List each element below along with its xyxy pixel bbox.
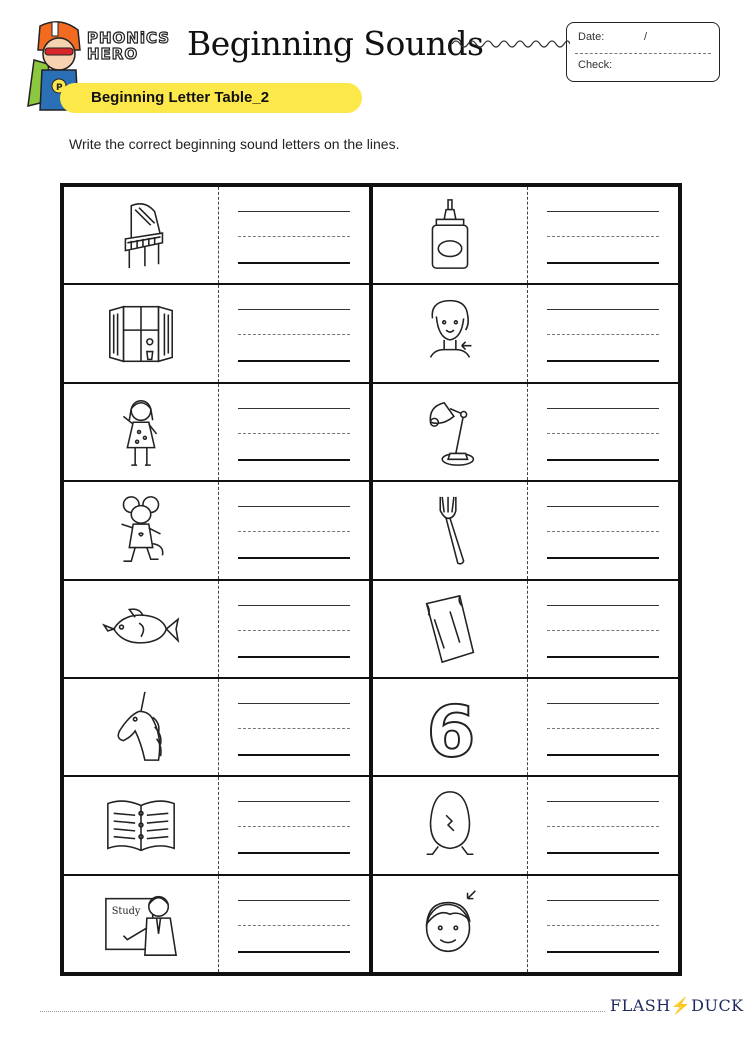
worksheet-row <box>373 482 678 580</box>
wavy-line-decoration <box>452 36 570 52</box>
worksheet-row <box>64 777 369 875</box>
check-label: Check: <box>578 59 613 71</box>
writing-lines[interactable] <box>547 900 659 952</box>
bag-icon <box>411 590 489 668</box>
writing-base-line <box>547 262 659 264</box>
logo-part-1: FLASH <box>610 996 671 1015</box>
worksheet-row <box>64 876 369 972</box>
worksheet-row <box>64 285 369 383</box>
writing-base-line <box>238 852 350 854</box>
picture-cell <box>373 777 528 873</box>
writing-lines[interactable] <box>547 506 659 558</box>
writing-lines[interactable] <box>238 900 350 952</box>
writing-lines[interactable] <box>547 211 659 263</box>
writing-top-line <box>238 703 350 704</box>
writing-base-line <box>238 459 350 461</box>
girl-icon <box>102 393 180 471</box>
writing-base-line <box>238 754 350 756</box>
glue-icon <box>411 196 489 274</box>
worksheet-row <box>373 285 678 383</box>
writing-lines[interactable] <box>238 605 350 657</box>
teacher-board-text: Study <box>111 906 141 918</box>
writing-mid-line <box>547 433 659 434</box>
writing-top-line <box>547 703 659 704</box>
picture-cell <box>373 285 528 381</box>
picture-cell <box>373 384 528 480</box>
date-divider <box>575 53 711 54</box>
brand-line-1: PHONiCS <box>87 29 171 47</box>
fish-icon <box>102 590 180 668</box>
lightning-bolt-icon: ⚡ <box>670 996 692 1015</box>
writing-top-line <box>547 211 659 212</box>
worksheet-row <box>373 777 678 875</box>
worksheet-row <box>373 581 678 679</box>
picture-cell <box>64 679 219 775</box>
date-separator: / <box>644 31 648 43</box>
writing-base-line <box>547 754 659 756</box>
writing-top-line <box>238 211 350 212</box>
fork-icon <box>411 491 489 569</box>
writing-mid-line <box>238 630 350 631</box>
writing-mid-line <box>238 925 350 926</box>
writing-lines[interactable] <box>547 408 659 460</box>
picture-cell <box>64 777 219 873</box>
writing-base-line <box>547 951 659 953</box>
mouse-icon <box>102 491 180 569</box>
brand-line-2: HERO <box>87 45 139 63</box>
writing-mid-line <box>238 531 350 532</box>
writing-mid-line <box>547 826 659 827</box>
writing-base-line <box>547 852 659 854</box>
writing-top-line <box>547 605 659 606</box>
logo-part-2: DUCK <box>691 996 744 1015</box>
worksheet-row <box>64 679 369 777</box>
writing-lines[interactable] <box>238 801 350 853</box>
head-icon <box>411 885 489 963</box>
writing-mid-line <box>547 630 659 631</box>
neck-icon <box>411 295 489 373</box>
picture-cell <box>373 187 528 283</box>
window-icon <box>102 295 180 373</box>
writing-mid-line <box>547 236 659 237</box>
writing-top-line <box>238 801 350 802</box>
writing-mid-line <box>238 334 350 335</box>
writing-base-line <box>238 360 350 362</box>
writing-top-line <box>238 408 350 409</box>
writing-lines[interactable] <box>238 703 350 755</box>
writing-top-line <box>547 408 659 409</box>
writing-base-line <box>238 656 350 658</box>
writing-top-line <box>238 506 350 507</box>
worksheet-subtitle: Beginning Letter Table_2 <box>91 89 270 106</box>
left-column <box>64 187 373 972</box>
worksheet-row <box>64 482 369 580</box>
picture-cell <box>64 482 219 578</box>
writing-top-line <box>547 309 659 310</box>
book-icon <box>102 786 180 864</box>
writing-mid-line <box>238 826 350 827</box>
writing-mid-line <box>238 728 350 729</box>
teacher-icon <box>102 885 180 963</box>
writing-lines[interactable] <box>238 408 350 460</box>
worksheet-table <box>60 183 682 976</box>
picture-cell <box>373 581 528 677</box>
picture-cell <box>64 285 219 381</box>
worksheet-row <box>64 384 369 482</box>
picture-cell <box>64 384 219 480</box>
page-title: Beginning Sounds <box>187 24 484 63</box>
writing-lines[interactable] <box>547 309 659 361</box>
writing-base-line <box>238 951 350 953</box>
writing-base-line <box>238 262 350 264</box>
writing-lines[interactable] <box>547 703 659 755</box>
writing-mid-line <box>547 334 659 335</box>
piano-icon <box>102 196 180 274</box>
right-column <box>373 187 678 972</box>
worksheet-row <box>373 384 678 482</box>
writing-lines[interactable] <box>238 309 350 361</box>
worksheet-row <box>373 187 678 285</box>
worksheet-row <box>64 581 369 679</box>
writing-mid-line <box>547 925 659 926</box>
writing-base-line <box>547 459 659 461</box>
flash-duck-logo <box>610 996 744 1015</box>
date-label: Date: <box>578 31 605 43</box>
writing-mid-line <box>238 433 350 434</box>
writing-base-line <box>547 557 659 559</box>
writing-top-line <box>238 309 350 310</box>
writing-base-line <box>547 656 659 658</box>
worksheet-row <box>373 876 678 972</box>
writing-top-line <box>547 900 659 901</box>
worksheet-row <box>64 187 369 285</box>
picture-cell <box>373 482 528 578</box>
writing-top-line <box>547 801 659 802</box>
writing-base-line <box>238 557 350 559</box>
date-check-box <box>566 22 720 82</box>
writing-lines[interactable] <box>547 605 659 657</box>
writing-top-line <box>238 605 350 606</box>
writing-mid-line <box>547 728 659 729</box>
picture-cell <box>64 187 219 283</box>
number-six-text: 6 <box>426 691 476 767</box>
picture-cell <box>373 876 528 972</box>
picture-cell <box>373 679 528 775</box>
picture-cell <box>64 876 219 972</box>
footer-divider <box>40 1011 605 1012</box>
writing-base-line <box>547 360 659 362</box>
writing-top-line <box>238 900 350 901</box>
picture-cell <box>64 581 219 677</box>
lamp-icon <box>411 393 489 471</box>
worksheet-row <box>373 679 678 777</box>
phonics-hero-logo <box>87 30 182 70</box>
writing-top-line <box>547 506 659 507</box>
egg-icon <box>411 786 489 864</box>
writing-lines[interactable] <box>238 211 350 263</box>
instruction-text: Write the correct beginning sound letters on the lines. <box>69 136 400 152</box>
number-six-icon <box>411 688 489 766</box>
svg-text:P: P <box>56 83 63 93</box>
unicorn-icon <box>102 688 180 766</box>
writing-lines[interactable] <box>238 506 350 558</box>
writing-lines[interactable] <box>547 801 659 853</box>
writing-mid-line <box>547 531 659 532</box>
writing-mid-line <box>238 236 350 237</box>
